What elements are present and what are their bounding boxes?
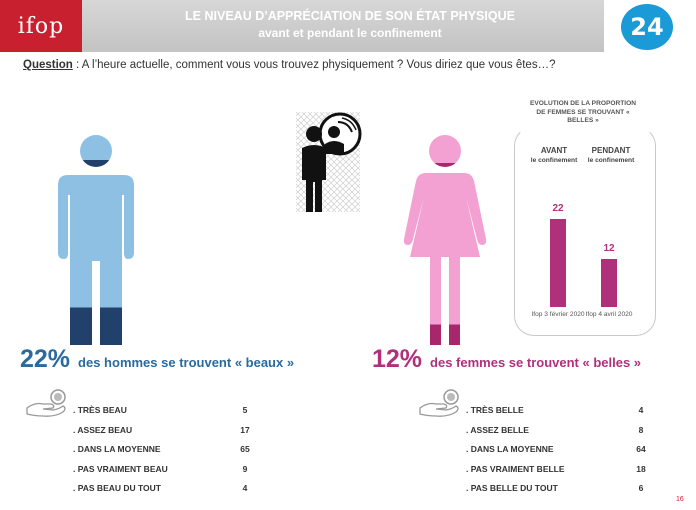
men-table bbox=[73, 405, 263, 505]
bar-value-label: 22 bbox=[552, 203, 564, 214]
bar-category-label: Ifop 3 février 2020 bbox=[531, 311, 585, 318]
page-title: LE NIVEAU D’APPRÉCIATION DE SON ÉTAT PHYSIQUE bbox=[185, 9, 515, 23]
men-stat bbox=[20, 345, 294, 374]
during-header bbox=[580, 146, 642, 164]
men-table-row-label: . PAS VRAIMENT BEAU bbox=[73, 463, 168, 474]
men-table-row-label: . DANS LA MOYENNE bbox=[73, 444, 161, 454]
slide-number-badge: 24 bbox=[621, 4, 673, 50]
men-table-row-label: . PAS BEAU DU TOUT bbox=[73, 483, 161, 493]
bar-value-label: 12 bbox=[603, 243, 615, 254]
woman-figure bbox=[402, 135, 488, 347]
bar-during bbox=[601, 259, 617, 307]
question-text: : A l’heure actuelle, comment vous vous trouvez physiquement ? Vous diriez que vous êtes…? bbox=[72, 59, 556, 71]
women-table-row-value: 64 bbox=[636, 444, 646, 454]
bar-category-label: Ifop 4 avril 2020 bbox=[585, 311, 633, 318]
page-subtitle: avant et pendant le confinement bbox=[258, 26, 442, 40]
women-table-row-value: 6 bbox=[638, 483, 644, 493]
before-header bbox=[524, 146, 584, 164]
men-table-row-value: 5 bbox=[242, 405, 248, 415]
men-percent: 22% bbox=[20, 345, 71, 373]
men-table-row-value: 9 bbox=[242, 463, 248, 474]
women-table-row-label: . PAS BELLE DU TOUT bbox=[466, 483, 558, 493]
women-table-row-value: 18 bbox=[636, 463, 646, 474]
man-figure bbox=[54, 135, 138, 347]
women-table-row-label: . PAS VRAIMENT BELLE bbox=[466, 463, 565, 474]
mirror-person-icon bbox=[292, 108, 364, 216]
evolution-title: EVOLUTION DE LA PROPORTION DE FEMMES SE TROUVANT « BELLES » bbox=[530, 100, 636, 124]
men-table-row-label: . TRÈS BEAU bbox=[73, 405, 127, 415]
women-table-row-value: 8 bbox=[638, 424, 644, 435]
women-table bbox=[466, 405, 666, 505]
before-sublabel: le confinement bbox=[530, 157, 578, 164]
men-table-row-label: . ASSEZ BEAU bbox=[73, 424, 133, 435]
men-table-row-value: 17 bbox=[240, 424, 250, 435]
men-caption: des hommes se trouvent « beaux » bbox=[78, 355, 295, 370]
ifop-logo: ifop bbox=[0, 0, 82, 52]
women-caption: des femmes se trouvent « belles » bbox=[430, 355, 642, 370]
women-table-row-label: . ASSEZ BELLE bbox=[466, 424, 529, 435]
men-table-row-value: 65 bbox=[240, 444, 250, 454]
women-table-row-label: . TRÈS BELLE bbox=[466, 405, 524, 415]
women-stat bbox=[372, 345, 641, 374]
page-number: 16 bbox=[676, 496, 684, 503]
hand-mirror-icon bbox=[25, 388, 69, 418]
women-table-row-label: . DANS LA MOYENNE bbox=[466, 444, 554, 454]
women-percent: 12% bbox=[372, 345, 423, 373]
bar-before bbox=[550, 219, 566, 307]
men-table-row-value: 4 bbox=[242, 483, 248, 493]
question-label: Question bbox=[23, 59, 73, 71]
during-sublabel: le confinement bbox=[587, 157, 635, 164]
women-table-row-value: 4 bbox=[638, 405, 644, 415]
before-label: AVANT bbox=[540, 146, 568, 155]
evolution-bar-chart bbox=[520, 200, 650, 310]
question-line bbox=[23, 59, 555, 71]
during-label: PENDANT bbox=[591, 146, 631, 155]
hand-mirror-icon bbox=[418, 388, 462, 418]
